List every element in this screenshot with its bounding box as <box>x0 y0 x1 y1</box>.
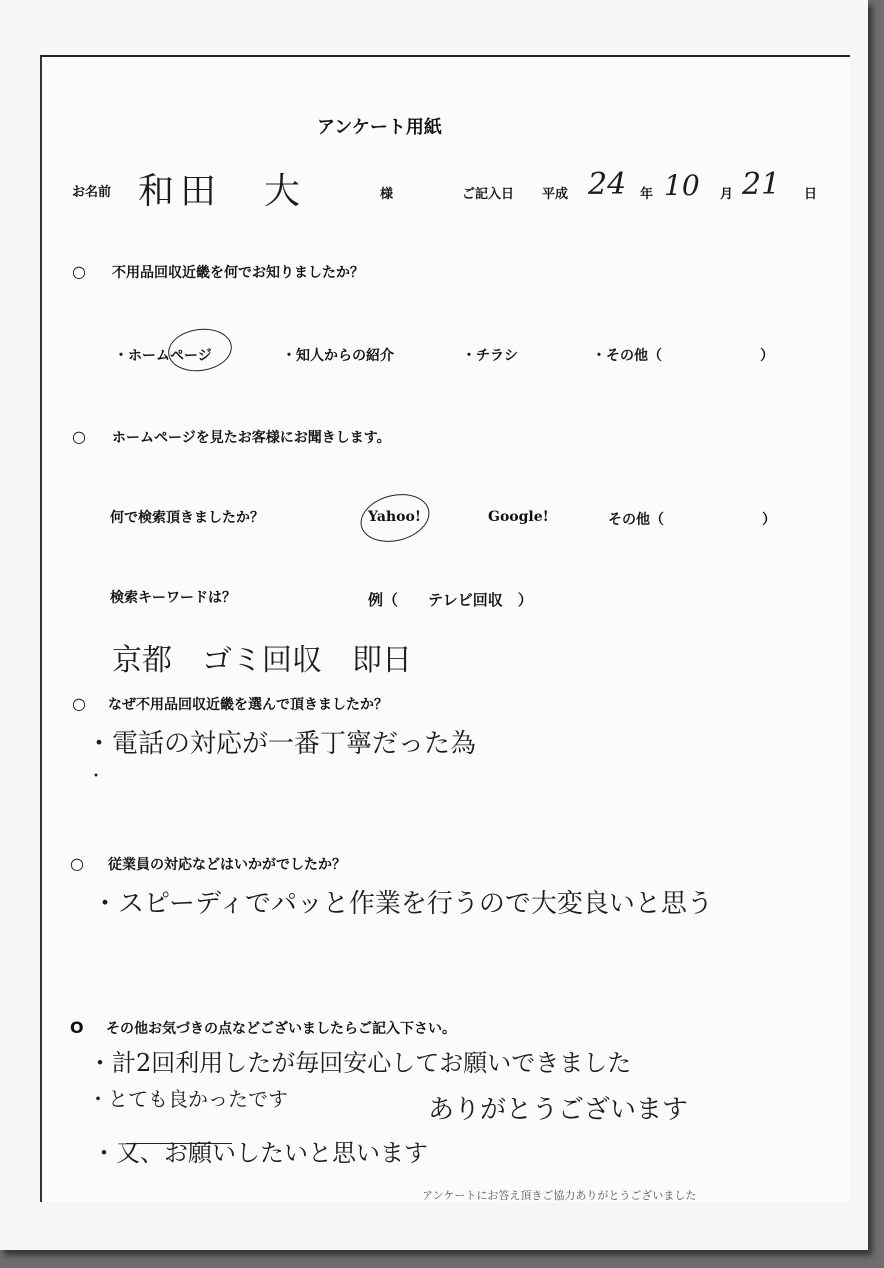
question-marker: ○ <box>70 854 84 873</box>
option-search-other: その他（ ） <box>608 512 776 528</box>
search-label: 何で検索頂きましたか？ <box>110 510 264 526</box>
questionnaire-form <box>40 55 850 1202</box>
year-unit: 年 <box>640 187 654 202</box>
option-yahoo: Yahoo! <box>368 509 421 525</box>
answer-3-line-2: ・ <box>88 766 105 785</box>
day-value: 21 <box>742 167 781 202</box>
honorific: 様 <box>380 187 394 202</box>
question-marker: O <box>70 1018 84 1037</box>
era-label: 平成 <box>542 187 569 202</box>
form-footer: アンケートにお答え頂きご協力ありがとうございました <box>422 1189 697 1202</box>
answer-5-line-3: ・又、お願いしたいと思います <box>92 1139 428 1167</box>
name-label: お名前 <box>72 185 112 200</box>
form-title: アンケート用紙 <box>317 117 442 138</box>
answer-5-line-2: ・とても良かったです <box>88 1087 288 1111</box>
option-flyer: ・チラシ <box>462 348 518 364</box>
answer-5-line-1: ・計2回利用したが毎回安心してお願いできました <box>88 1049 632 1077</box>
date-label: ご記入日 <box>462 187 515 202</box>
answer-4-line-1: ・スピーディでパッと作業を行うので大変良いと思う <box>92 889 713 919</box>
month-value: 10 <box>664 169 700 202</box>
question-2-text: ホームページを見たお客様にお聞きします。 <box>112 430 391 446</box>
option-other: ・その他（ ） <box>592 348 774 364</box>
question-marker: ○ <box>72 262 86 281</box>
question-marker: ○ <box>72 427 86 446</box>
month-unit: 月 <box>720 187 734 202</box>
question-1-text: 不用品回収近畿を何でお知りましたか？ <box>112 265 364 281</box>
question-3-text: なぜ不用品回収近畿を選んで頂きましたか？ <box>108 697 388 713</box>
answer-3-line-1: ・電話の対応が一番丁寧だった為 <box>86 729 477 759</box>
name-value: 和田 大 <box>138 171 307 212</box>
option-homepage: ・ホームページ <box>114 348 212 364</box>
selection-circle <box>355 487 434 549</box>
year-value: 24 <box>588 167 627 202</box>
keyword-example: 例（ テレビ回収 ） <box>368 591 533 609</box>
strikethrough-mark <box>126 1143 232 1144</box>
keyword-label: 検索キーワードは？ <box>110 590 236 606</box>
answer-5-thanks: ありがとうございます <box>428 1095 689 1125</box>
day-unit: 日 <box>804 187 818 202</box>
keyword-answer: 京都 ゴミ回収 即日 <box>112 643 412 678</box>
question-marker: ○ <box>72 694 86 713</box>
question-4-text: 従業員の対応などはいかがでしたか？ <box>108 857 346 873</box>
option-referral: ・知人からの紹介 <box>282 348 394 364</box>
option-google: Google! <box>488 509 549 525</box>
question-5-text: その他お気づきの点などございましたらご記入下さい。 <box>106 1021 456 1037</box>
selection-circle <box>165 325 234 375</box>
